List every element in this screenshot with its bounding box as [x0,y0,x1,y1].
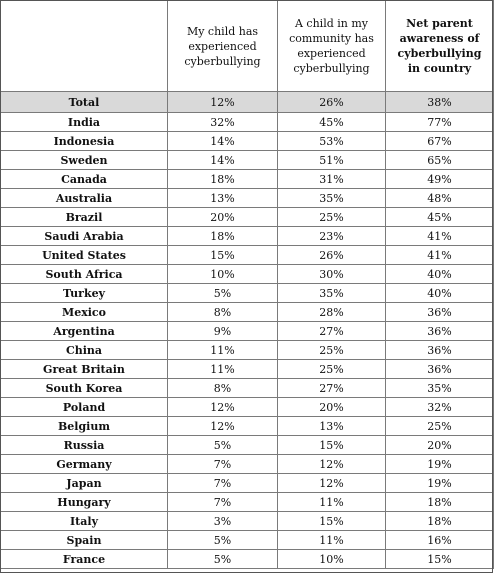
header-my-child: My child has experienced cyberbullying [168,1,278,92]
table-row [1,189,494,208]
country-cell: United States [1,246,168,265]
country-cell: South Korea [1,379,168,398]
my-child-cell: 5% [168,284,278,303]
country-cell: Italy [1,512,168,531]
community-cell: 10% [278,550,386,569]
country-cell: Japan [1,474,168,493]
community-cell: 12% [278,474,386,493]
table-row [1,265,494,284]
table-row [1,284,494,303]
country-cell: Turkey [1,284,168,303]
community-cell: 31% [278,170,386,189]
net-awareness-cell: 65% [386,151,494,170]
country-cell: Saudi Arabia [1,227,168,246]
community-cell: 11% [278,493,386,512]
net-awareness-cell: 15% [386,550,494,569]
table-row [1,341,494,360]
my-child-cell: 18% [168,170,278,189]
community-cell: 12% [278,455,386,474]
country-cell: Spain [1,531,168,550]
net-awareness-cell: 67% [386,132,494,151]
table-row [1,436,494,455]
net-awareness-cell: 40% [386,265,494,284]
my-child-cell: 15% [168,246,278,265]
net-awareness-cell: 36% [386,360,494,379]
country-cell: South Africa [1,265,168,284]
community-cell: 28% [278,303,386,322]
net-awareness-cell: 36% [386,322,494,341]
header-country [1,1,168,92]
table-row [1,322,494,341]
header-community-child: A child in my community has experienced cyberbullying [278,1,386,92]
my-child-cell: 10% [168,265,278,284]
net-awareness-cell: 16% [386,531,494,550]
table-row [1,550,494,569]
my-child-cell: 20% [168,208,278,227]
table-row [1,455,494,474]
community-cell: 20% [278,398,386,417]
my-child-cell: 14% [168,151,278,170]
my-child-cell: 3% [168,512,278,531]
country-cell: Poland [1,398,168,417]
community-cell: 35% [278,189,386,208]
my-child-cell: 18% [168,227,278,246]
table-row [1,227,494,246]
country-cell: India [1,113,168,132]
net-awareness-cell: 40% [386,284,494,303]
my-child-cell: 8% [168,303,278,322]
table-row [1,132,494,151]
community-cell: 26% [278,246,386,265]
community-cell: 15% [278,436,386,455]
my-child-cell: 32% [168,113,278,132]
net-awareness-cell: 38% [386,92,494,113]
table-row [1,474,494,493]
net-awareness-cell: 35% [386,379,494,398]
table-row [1,303,494,322]
country-cell: China [1,341,168,360]
my-child-cell: 14% [168,132,278,151]
net-awareness-cell: 19% [386,474,494,493]
country-cell: Canada [1,170,168,189]
community-cell: 30% [278,265,386,284]
my-child-cell: 9% [168,322,278,341]
community-cell: 25% [278,360,386,379]
my-child-cell: 11% [168,360,278,379]
my-child-cell: 7% [168,474,278,493]
community-cell: 25% [278,208,386,227]
net-awareness-cell: 36% [386,341,494,360]
table-row [1,531,494,550]
country-cell: Total [1,92,168,113]
net-awareness-cell: 41% [386,246,494,265]
my-child-cell: 5% [168,436,278,455]
country-cell: Argentina [1,322,168,341]
country-cell: Mexico [1,303,168,322]
community-cell: 15% [278,512,386,531]
header-row [1,1,494,92]
table-row [1,360,494,379]
country-cell: Germany [1,455,168,474]
my-child-cell: 7% [168,493,278,512]
my-child-cell: 5% [168,531,278,550]
country-cell: Sweden [1,151,168,170]
table-row [1,113,494,132]
table-row [1,512,494,531]
header-net-awareness: Net parent awareness of cyberbullying in country [386,1,494,92]
table-row [1,208,494,227]
community-cell: 53% [278,132,386,151]
my-child-cell: 12% [168,417,278,436]
net-awareness-cell: 20% [386,436,494,455]
net-awareness-cell: 77% [386,113,494,132]
community-cell: 23% [278,227,386,246]
net-awareness-cell: 19% [386,455,494,474]
net-awareness-cell: 18% [386,493,494,512]
community-cell: 27% [278,322,386,341]
net-awareness-cell: 18% [386,512,494,531]
my-child-cell: 8% [168,379,278,398]
community-cell: 45% [278,113,386,132]
community-cell: 27% [278,379,386,398]
community-cell: 11% [278,531,386,550]
net-awareness-cell: 25% [386,417,494,436]
country-cell: Australia [1,189,168,208]
my-child-cell: 7% [168,455,278,474]
net-awareness-cell: 45% [386,208,494,227]
net-awareness-cell: 32% [386,398,494,417]
community-cell: 26% [278,92,386,113]
table-row [1,398,494,417]
total-row [1,92,494,113]
my-child-cell: 12% [168,398,278,417]
net-awareness-cell: 36% [386,303,494,322]
net-awareness-cell: 48% [386,189,494,208]
country-cell: Great Britain [1,360,168,379]
country-cell: Hungary [1,493,168,512]
country-cell: Indonesia [1,132,168,151]
community-cell: 51% [278,151,386,170]
net-awareness-cell: 41% [386,227,494,246]
community-cell: 13% [278,417,386,436]
my-child-cell: 12% [168,92,278,113]
my-child-cell: 11% [168,341,278,360]
table-row [1,417,494,436]
country-cell: Belgium [1,417,168,436]
table-row [1,379,494,398]
my-child-cell: 5% [168,550,278,569]
table-row [1,493,494,512]
country-cell: France [1,550,168,569]
net-awareness-cell: 49% [386,170,494,189]
community-cell: 25% [278,341,386,360]
table-row [1,170,494,189]
country-cell: Russia [1,436,168,455]
my-child-cell: 13% [168,189,278,208]
community-cell: 35% [278,284,386,303]
table-row [1,246,494,265]
country-cell: Brazil [1,208,168,227]
table-row [1,151,494,170]
table-body [1,92,494,569]
